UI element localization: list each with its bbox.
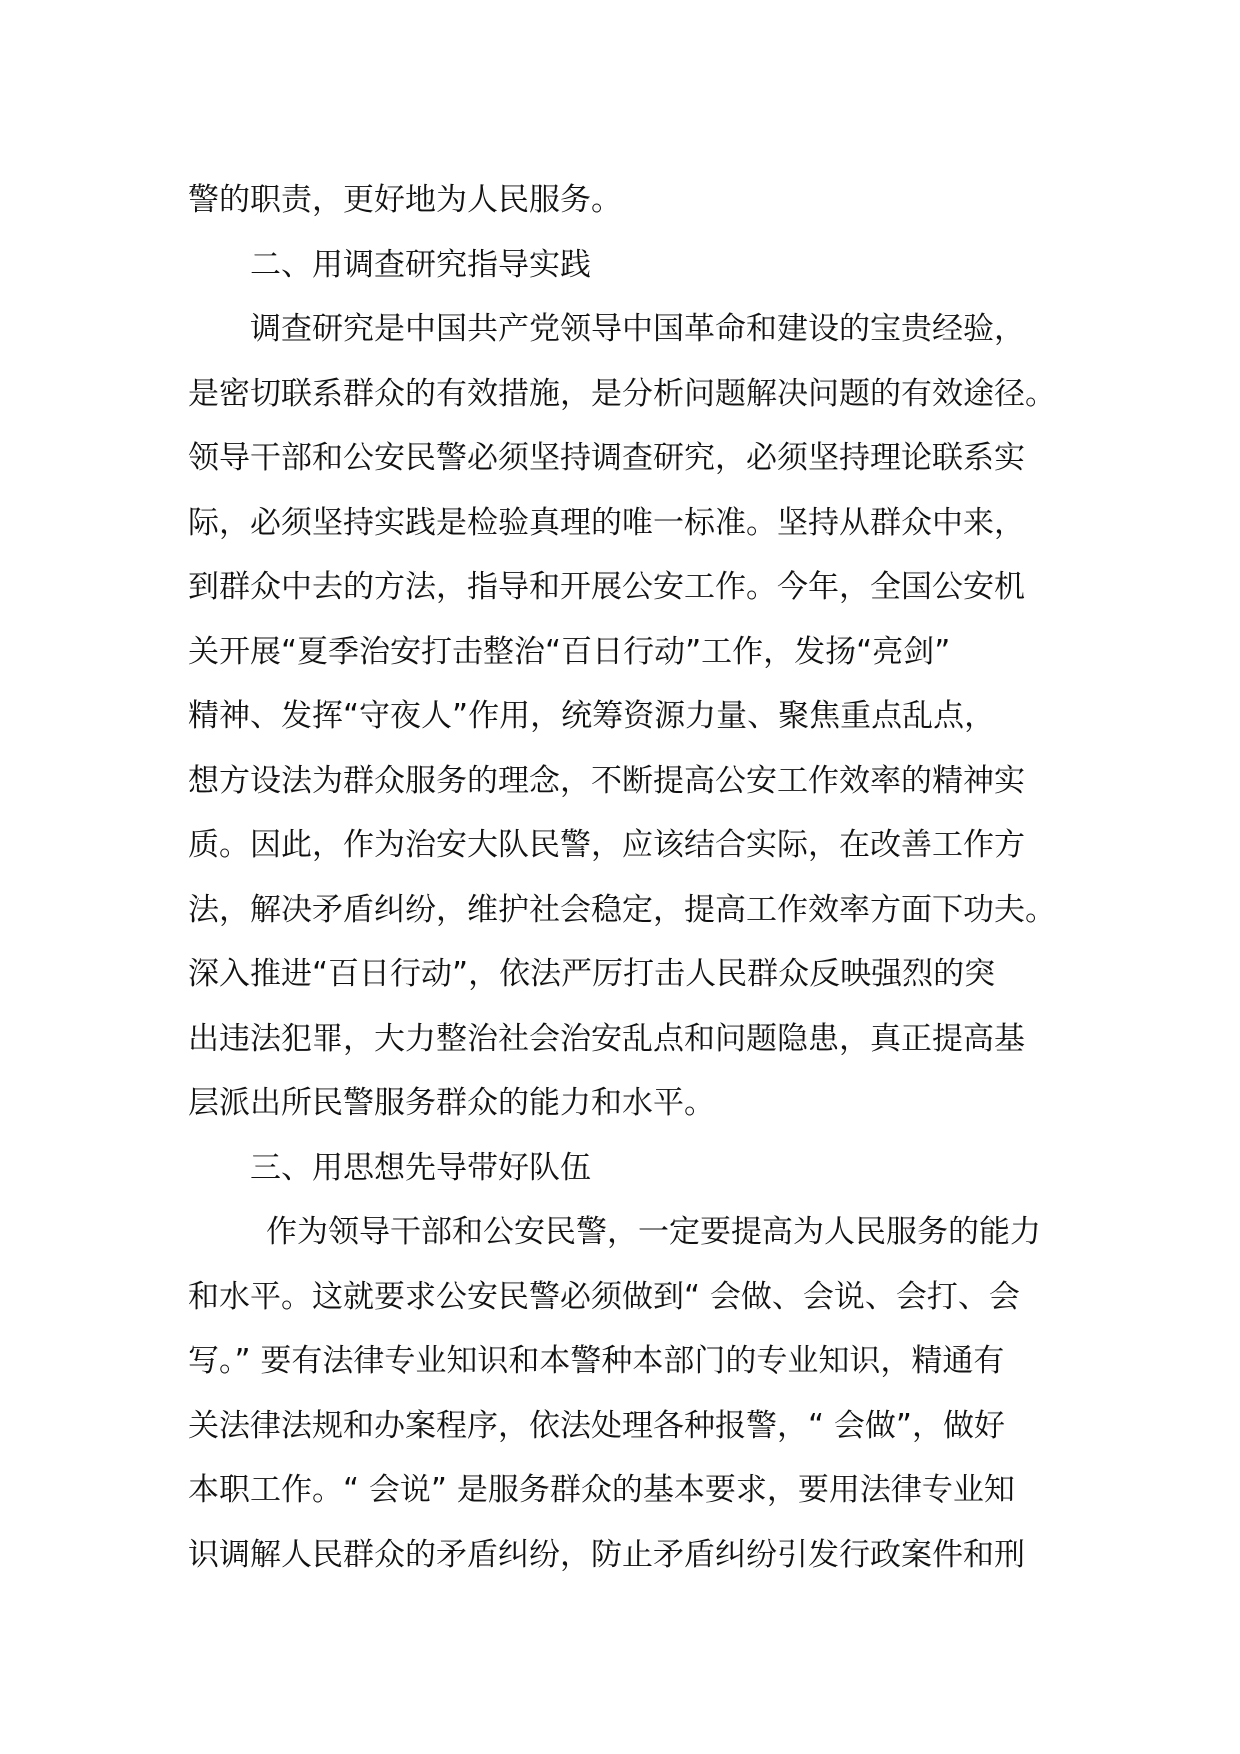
- text-line: 关法律法规和办案程序，依法处理各种报警，“ 会做”，做好: [188, 1407, 1005, 1444]
- text-line: 关开展“夏季治安打击整治“百日行动”工作，发扬“亮剑”: [188, 633, 951, 670]
- text-line: 识调解人民群众的矛盾纠纷，防止矛盾纠纷引发行政案件和刑: [188, 1536, 1025, 1573]
- text-line: 到群众中去的方法，指导和开展公安工作。今年，全国公安机: [188, 569, 1025, 605]
- text-line: 本职工作。“ 会说” 是服务群众的基本要求，要用法律专业知: [188, 1472, 1015, 1508]
- text-line: 际，必须坚持实践是检验真理的唯一标准。坚持从群众中来，: [188, 504, 1025, 541]
- text-line: 法，解决矛盾纠纷，维护社会稳定，提高工作效率方面下功夫。: [188, 891, 1056, 928]
- text-line: 精神、发挥“守夜人”作用，统筹资源力量、聚焦重点乱点，: [188, 698, 996, 734]
- text-line: 领导干部和公安民警必须坚持调查研究，必须坚持理论联系实: [188, 440, 1025, 476]
- text-line: 是密切联系群众的有效措施，是分析问题解决问题的有效途径。: [188, 375, 1056, 412]
- text-line: 层派出所民警服务群众的能力和水平。: [188, 1085, 715, 1121]
- text-line: 作为领导干部和公安民警，一定要提高为人民服务的能力: [266, 1214, 1041, 1250]
- text-line: 想方设法为群众服务的理念，不断提高公安工作效率的精神实: [188, 762, 1025, 799]
- text-line: 出违法犯罪，大力整治社会治安乱点和问题隐患，真正提高基: [188, 1020, 1025, 1057]
- text-line: 调查研究是中国共产党领导中国革命和建设的宝贵经验，: [250, 311, 1025, 347]
- text-line: 和水平。这就要求公安民警必须做到“ 会做、会说、会打、会: [188, 1278, 1020, 1315]
- text-line: 写。” 要有法律专业知识和本警种本部门的专业知识，精通有: [188, 1343, 1005, 1379]
- document-body: [188, 168, 1068, 1587]
- section-heading: 三、用思想先导带好队伍: [250, 1149, 591, 1186]
- text-line: 质。因此，作为治安大队民警，应该结合实际，在改善工作方: [188, 827, 1025, 863]
- section-heading: 二、用调查研究指导实践: [250, 246, 591, 283]
- text-line: 警的职责，更好地为人民服务。: [188, 182, 622, 218]
- text-line: 深入推进“百日行动”，依法严厉打击人民群众反映强烈的突: [188, 956, 996, 992]
